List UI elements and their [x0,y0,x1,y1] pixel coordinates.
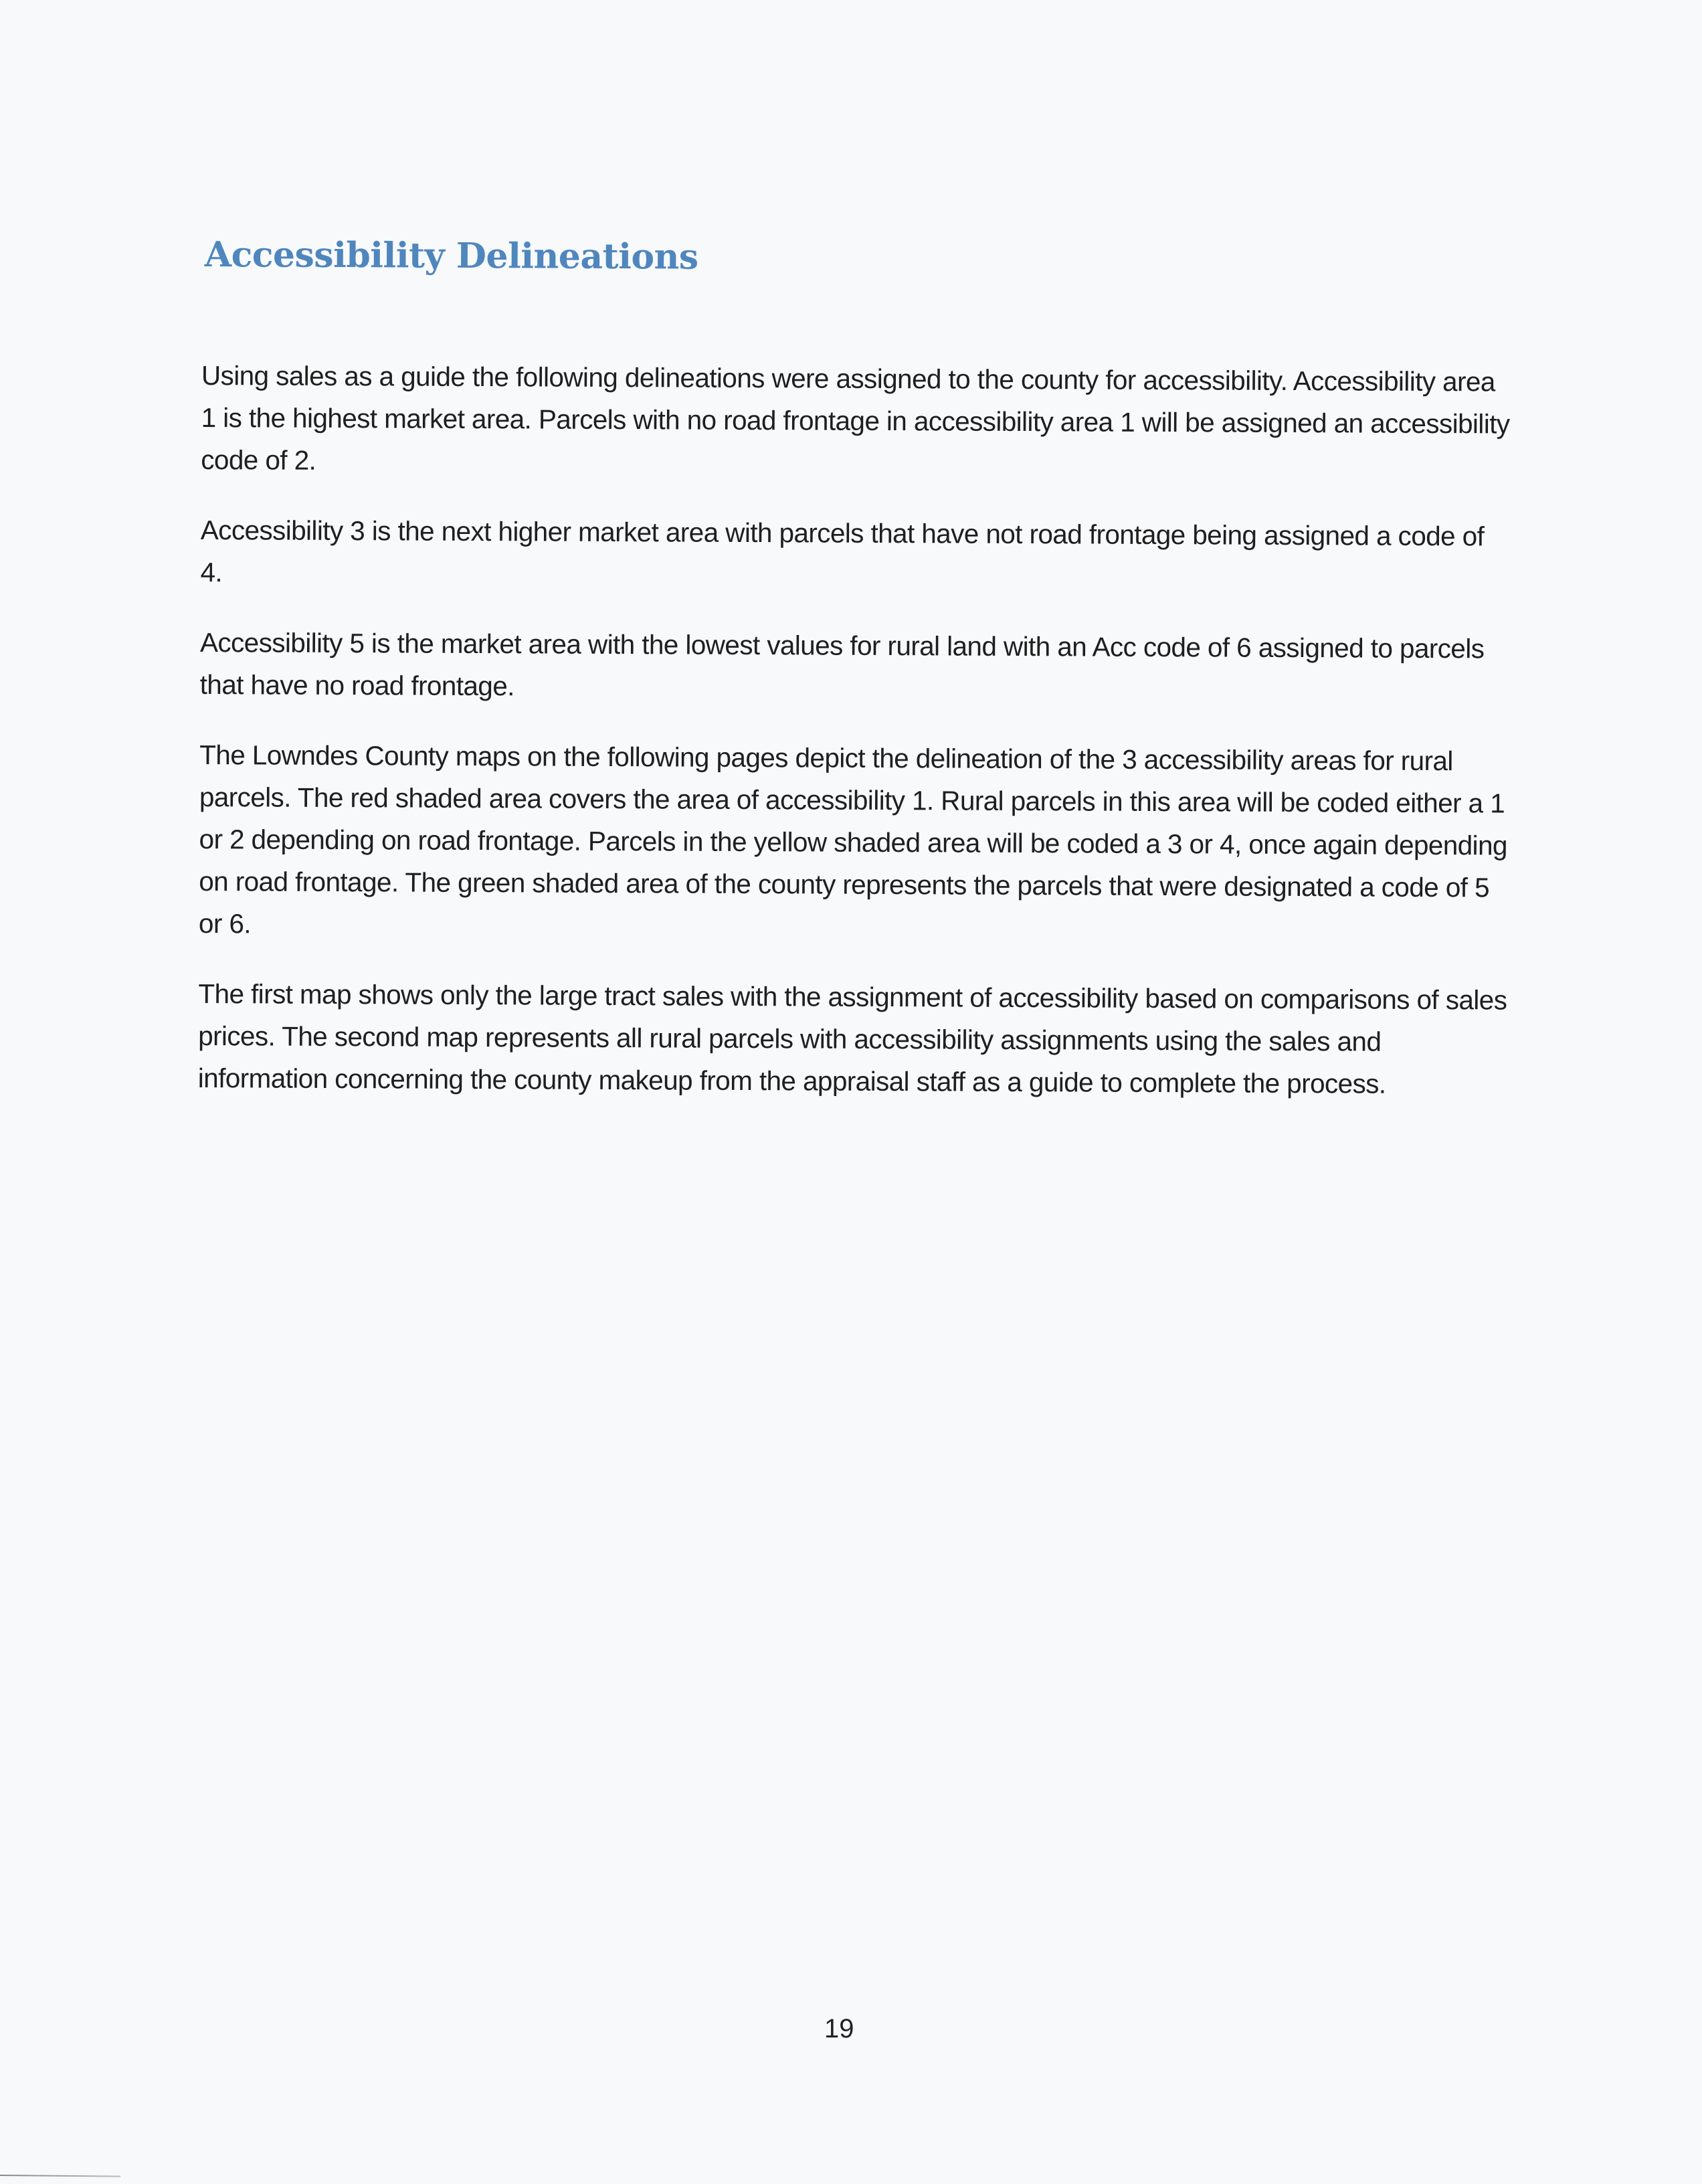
paragraph-intro: Using sales as a guide the following delineations were assigned to the county for accessibility. Accessibility area 1 is the highest market area. Parcels with no road frontage in accessibility area 1 will be assigned an accessibility code of 2. [201,360,1510,476]
scan-edge-line [0,2175,120,2177]
paragraph-map-description: The Lowndes County maps on the following pages depict the delineation of the 3 accessibility areas for rural parcels. The red shaded area covers the area of accessibility 1. Rural parcels in this area will be coded either a 1 or 2 depending on road frontage. Parcels in the yellow shaded area will be coded a 3 or 4, once again depending on road frontage. The green shaded area of the county represents the parcels that were designated a code of 5 or 6. [198,739,1507,939]
page-number: 19 [824,2014,854,2043]
section-heading: Accessibility Delineations [204,234,698,278]
paragraph-maps-explanation: The first map shows only the large tract sales with the assignment of accessibility based on comparisons of sales prices. The second map represents all rural parcels with accessibility assignments using the sales and information concerning the county makeup from the appraisal staff as a guide to complete the process. [197,978,1507,1100]
paragraph-accessibility-3: Accessibility 3 is the next higher market area with parcels that have not road frontage being assigned a code of 4. [200,515,1485,588]
page-content [197,234,1513,1134]
paragraph-accessibility-5: Accessibility 5 is the market area with the lowest values for rural land with an Acc code of 6 assigned to parcels that have no road frontage. [199,627,1485,702]
